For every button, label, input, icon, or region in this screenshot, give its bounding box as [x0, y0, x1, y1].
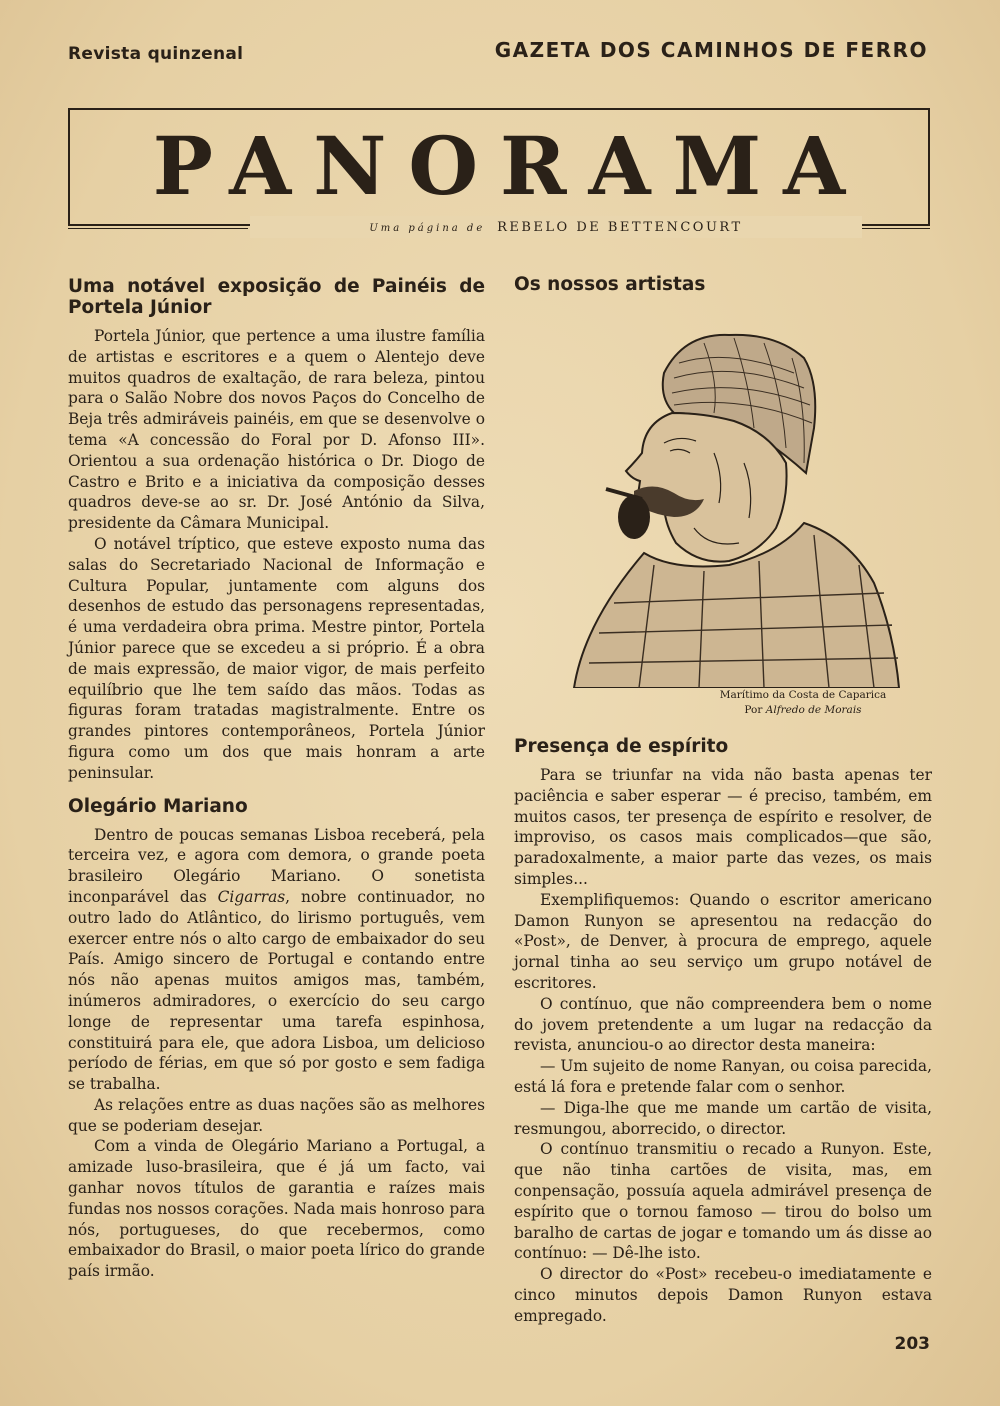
- article-heading-presenca: Presença de espírito: [514, 736, 729, 757]
- masthead-box: [68, 108, 930, 226]
- sailor-illustration: [514, 303, 932, 688]
- byline-rule-left: [68, 228, 248, 229]
- byline: [250, 216, 862, 238]
- left-column: [68, 276, 485, 1282]
- paragraph: Para se triunfar na vida não basta apenas ter paciência e saber esperar — é preciso, também, em muitos casos, ter presença de espírito e resolver, de improviso, os casos mais complicados—que são, paradoxalmente, a maior parte das vezes, os mais simples...: [514, 766, 932, 888]
- paragraph: O contínuo transmitiu o recado a Runyon. Este, que não tinha cartões de visita, mas, em conpensação, possuía aquela admirável presença de espírito que o tornou famoso — tirou do bolso um baralho de cartas de jogar e tomando um ás disse ao contínuo: — Dê-lhe isto.: [514, 1140, 932, 1263]
- byline-author: REBELO DE BETTENCOURT: [497, 220, 743, 235]
- byline-prefix: Uma página de: [369, 223, 486, 234]
- paragraph: Com a vinda de Olegário Mariano a Portugal, a amizade luso-brasileira, que é já um facto, vai ganhar novos títulos de garantia e raízes mais fundas nos nossos corações. Nada mais honroso para nós, portugueses, do que recebermos, como embaixador do Brasil, o maior poeta lírico do grande país irmão.: [68, 1137, 485, 1281]
- paragraph: Exemplifiquemos: Quando o escritor americano Damon Runyon se apresentou na redacção do «Post», de Denver, à procura de emprego, aquele jornal tinha ao seu serviço um grupo notável de escritores.: [514, 890, 932, 992]
- article-heading-artistas: Os nossos artistas: [514, 274, 706, 295]
- italic-title: Cigarras: [217, 887, 286, 906]
- paragraph: As relações entre as duas nações são as melhores que se poderiam desejar.: [68, 1095, 485, 1135]
- page-number: 203: [894, 1334, 930, 1354]
- right-column: [514, 274, 932, 1327]
- illustration-caption: [674, 688, 932, 718]
- paragraph: — Diga-lhe que me mande um cartão de visita, resmungou, aborrecido, o director.: [514, 1098, 932, 1138]
- running-header-left: Revista quinzenal: [68, 44, 244, 64]
- running-header-right: GAZETA DOS CAMINHOS DE FERRO: [494, 38, 928, 62]
- article-heading-olegario: Olegário Mariano: [68, 795, 248, 817]
- paragraph: Portela Júnior, que pertence a uma ilustre família de artistas e escritores e a quem o Alentejo deve muitos quadros de exaltação, de rara beleza, pintou para o Salão Nobre dos novos Paços do Concelho de Beja três admiráveis painéis, em que se desenvolve o tema «A concessão do Foral por D. Afonso III». Orientou a sua ordenação histórica o Dr. Diogo de Castro e Brito e a iniciativa da composição desses quadros deve-se ao sr. Dr. José António da Silva, presidente da Câmara Municipal.: [68, 327, 485, 533]
- paragraph: O notável tríptico, que esteve exposto numa das salas do Secretariado Nacional de Informação e Cultura Popular, juntamente com alguns dos desenhos de estudo das personagens representadas, é uma verdadeira obra prima. Mestre pintor, Portela Júnior parece que se excedeu a si próprio. É a obra de mais expressão, de maior vigor, de mais perfeito equilíbrio que lhe tem saído das mãos. Todas as figuras foram tratadas magistralmente. Entre os grandes pintores contemporâneos, Portela Júnior figura como um dos que mais honram a arte peninsular.: [68, 534, 485, 782]
- caption-credit: Por Alfredo de Morais: [744, 704, 862, 716]
- article-heading-portela: Uma notável exposição de Painéis de Portela Júnior: [68, 276, 485, 318]
- sailor-drawing-icon: [514, 303, 932, 688]
- paragraph: O director do «Post» recebeu-o imediatamente e cinco minutos depois Damon Runyon estava empregado.: [514, 1265, 932, 1325]
- caption-title: Marítimo da Costa de Caparica: [719, 689, 887, 701]
- paragraph: O contínuo, que não compreendera bem o nome do jovem pretendente a um lugar na redacção da revista, anunciou-o ao director desta maneira:: [514, 994, 932, 1055]
- masthead-title: PANORAMA: [152, 119, 868, 213]
- paragraph: Dentro de poucas semanas Lisboa receberá, pela terceira vez, e agora com demora, o grande poeta brasileiro Olegário Mariano. O sonetista inconparável das Cigarras, nobre continuador, no outro lado do Atlântico, do lirismo português, vem exercer entre nós o alto cargo de embaixador do seu País. Amigo sincero de Portugal e contando entre nós não apenas muitos amigos mas, também, inúmeros admiradores, o exercício do seu cargo longe de representar uma tarefa espinhosa, constituirá para ele, que adora Lisboa, um delicioso período de férias, em que só por gosto e sem fadiga se trabalha.: [68, 825, 485, 1094]
- paragraph: — Um sujeito de nome Ranyan, ou coisa parecida, está lá fora e pretende falar com o senhor.: [514, 1057, 932, 1096]
